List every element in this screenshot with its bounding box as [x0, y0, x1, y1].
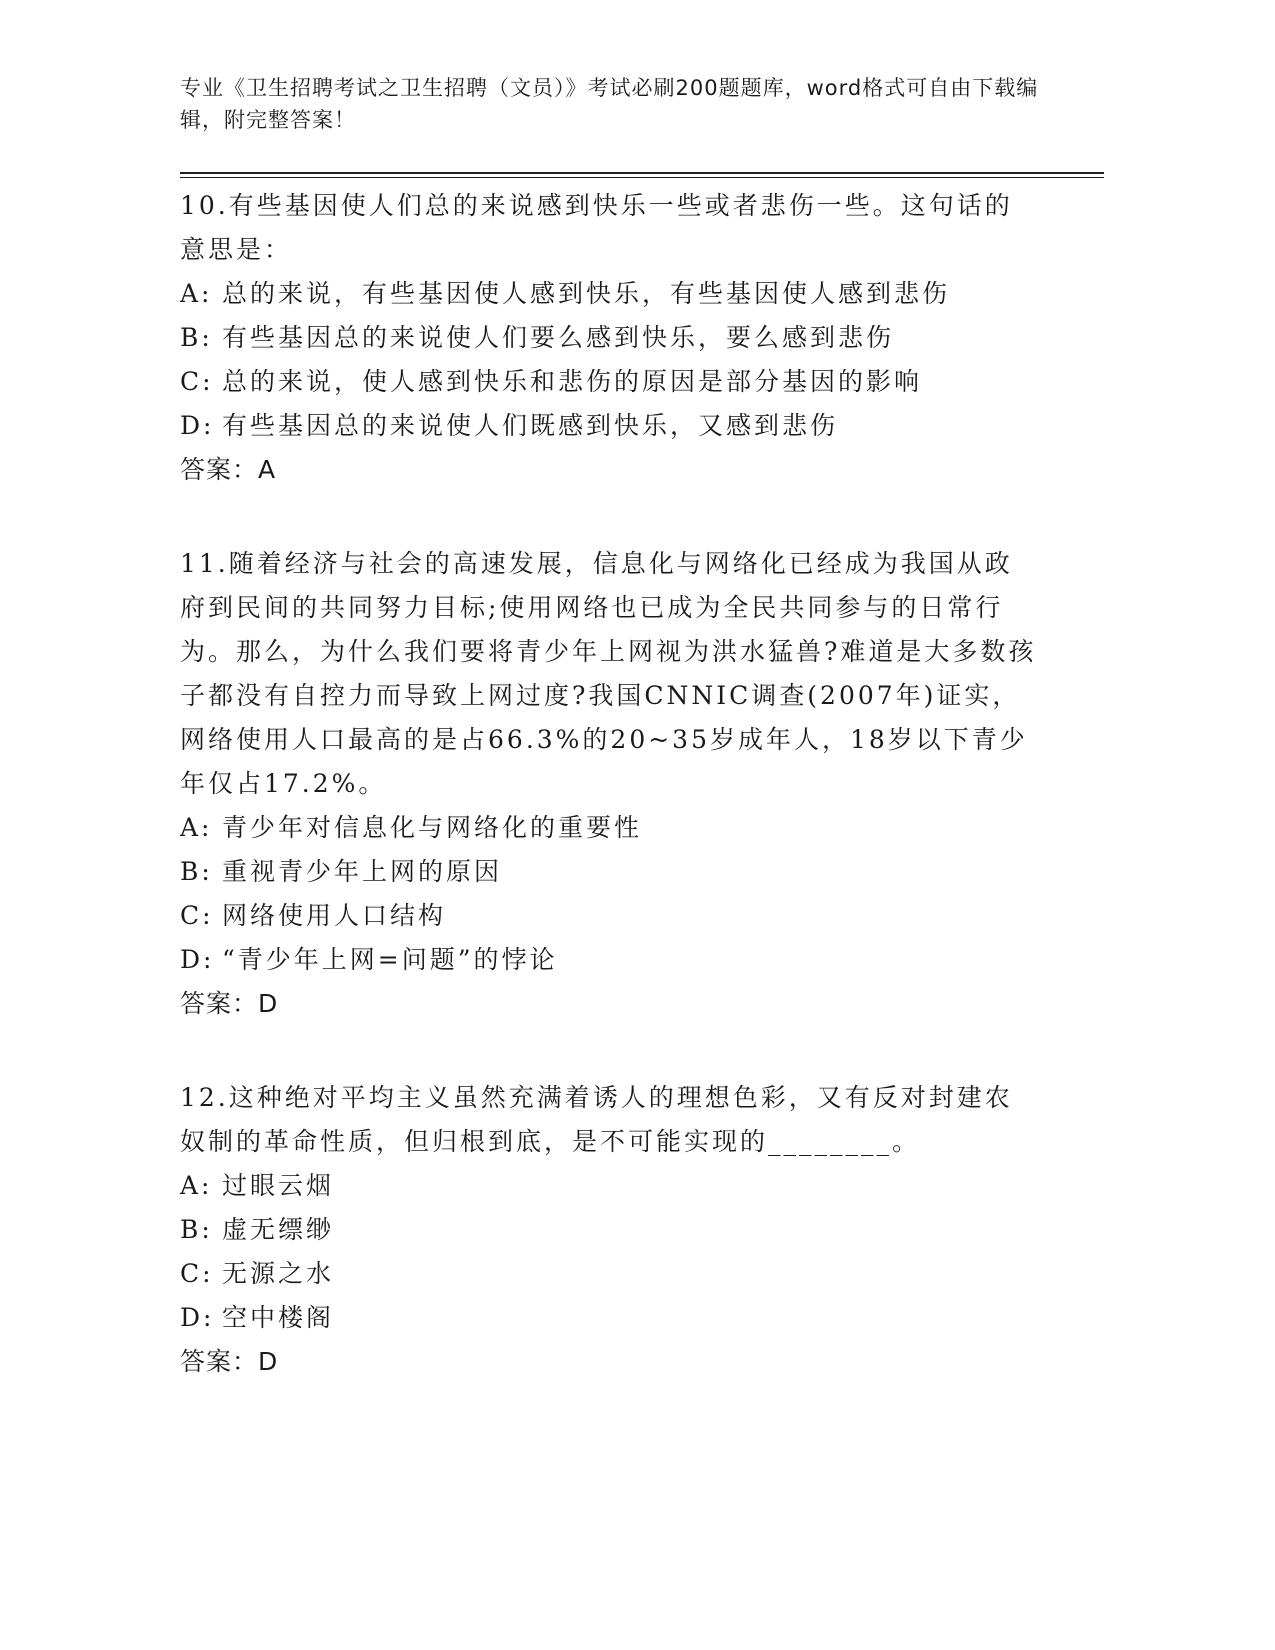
option-letter: C: [180, 1259, 214, 1288]
question-number: 10. [180, 191, 229, 220]
question-text: 有些基因使人们总的来说感到快乐一些或者悲伤一些。这句话的意思是： [180, 191, 1013, 264]
question-stem [180, 542, 1040, 806]
option-c [180, 360, 1040, 404]
question-number: 12. [180, 1083, 229, 1112]
option-a [180, 272, 1040, 316]
option-letter: A: [180, 279, 213, 308]
option-letter: D: [180, 1303, 215, 1332]
option-d [180, 1296, 1040, 1340]
option-letter: B: [180, 323, 213, 352]
question-stem [180, 1076, 1040, 1164]
option-text: “青少年上网=问题”的悖论 [222, 945, 558, 974]
option-c [180, 894, 1040, 938]
option-d [180, 404, 1040, 448]
option-c [180, 1252, 1040, 1296]
option-d [180, 938, 1040, 982]
question-stem [180, 184, 1040, 272]
question-text: 这种绝对平均主义虽然充满着诱人的理想色彩，又有反对封建农奴制的革命性质，但归根到底，是不可能实现的________。 [180, 1083, 1013, 1156]
question-number: 11. [180, 549, 229, 578]
document-header: 专业《卫生招聘考试之卫生招聘（文员）》考试必刷200题题库，word格式可自由下载编辑，附完整答案！ [180, 76, 1039, 132]
option-text: 总的来说，使人感到快乐和悲伤的原因是部分基因的影响 [222, 367, 923, 396]
option-a [180, 806, 1040, 850]
question-12 [180, 1076, 1040, 1384]
option-b [180, 1208, 1040, 1252]
option-letter: B: [180, 857, 213, 886]
header-divider-thick [180, 172, 1104, 174]
option-letter: A: [180, 1171, 213, 1200]
option-letter: A: [180, 813, 213, 842]
option-text: 网络使用人口结构 [222, 901, 447, 930]
option-text: 有些基因总的来说使人们要么感到快乐，要么感到悲伤 [222, 323, 895, 352]
option-text: 虚无缥缈 [222, 1215, 335, 1244]
question-text: 随着经济与社会的高速发展，信息化与网络化已经成为我国从政府到民间的共同努力目标;使用网络也已成为全民共同参与的日常行为。那么，为什么我们要将青少年上网视为洪水猛兽?难道是大多数孩子都没有自控力而导致上网过度?我国CNNIC调查(2007年)证实，网络使用人口最高的是占66.3%的20~35岁成年人，18岁以下青少年仅占17.2%。 [180, 549, 1037, 798]
option-text: 过眼云烟 [222, 1171, 335, 1200]
option-text: 空中楼阁 [222, 1303, 335, 1332]
option-text: 无源之水 [222, 1259, 335, 1288]
option-text: 有些基因总的来说使人们既感到快乐，又感到悲伤 [222, 411, 839, 440]
question-list [180, 184, 1040, 1434]
option-text: 青少年对信息化与网络化的重要性 [222, 813, 643, 842]
answer-line: 答案：D [180, 1347, 279, 1376]
option-a [180, 1164, 1040, 1208]
option-letter: C: [180, 901, 214, 930]
header-divider-thin [180, 177, 1104, 178]
option-letter: D: [180, 945, 215, 974]
option-b [180, 850, 1040, 894]
option-text: 总的来说，有些基因使人感到快乐，有些基因使人感到悲伤 [222, 279, 951, 308]
option-letter: B: [180, 1215, 213, 1244]
answer-line: 答案：D [180, 989, 279, 1018]
question-11 [180, 542, 1040, 1026]
answer-line: 答案：A [180, 455, 277, 484]
option-letter: D: [180, 411, 215, 440]
option-text: 重视青少年上网的原因 [222, 857, 503, 886]
question-10 [180, 184, 1040, 492]
option-b [180, 316, 1040, 360]
option-letter: C: [180, 367, 214, 396]
